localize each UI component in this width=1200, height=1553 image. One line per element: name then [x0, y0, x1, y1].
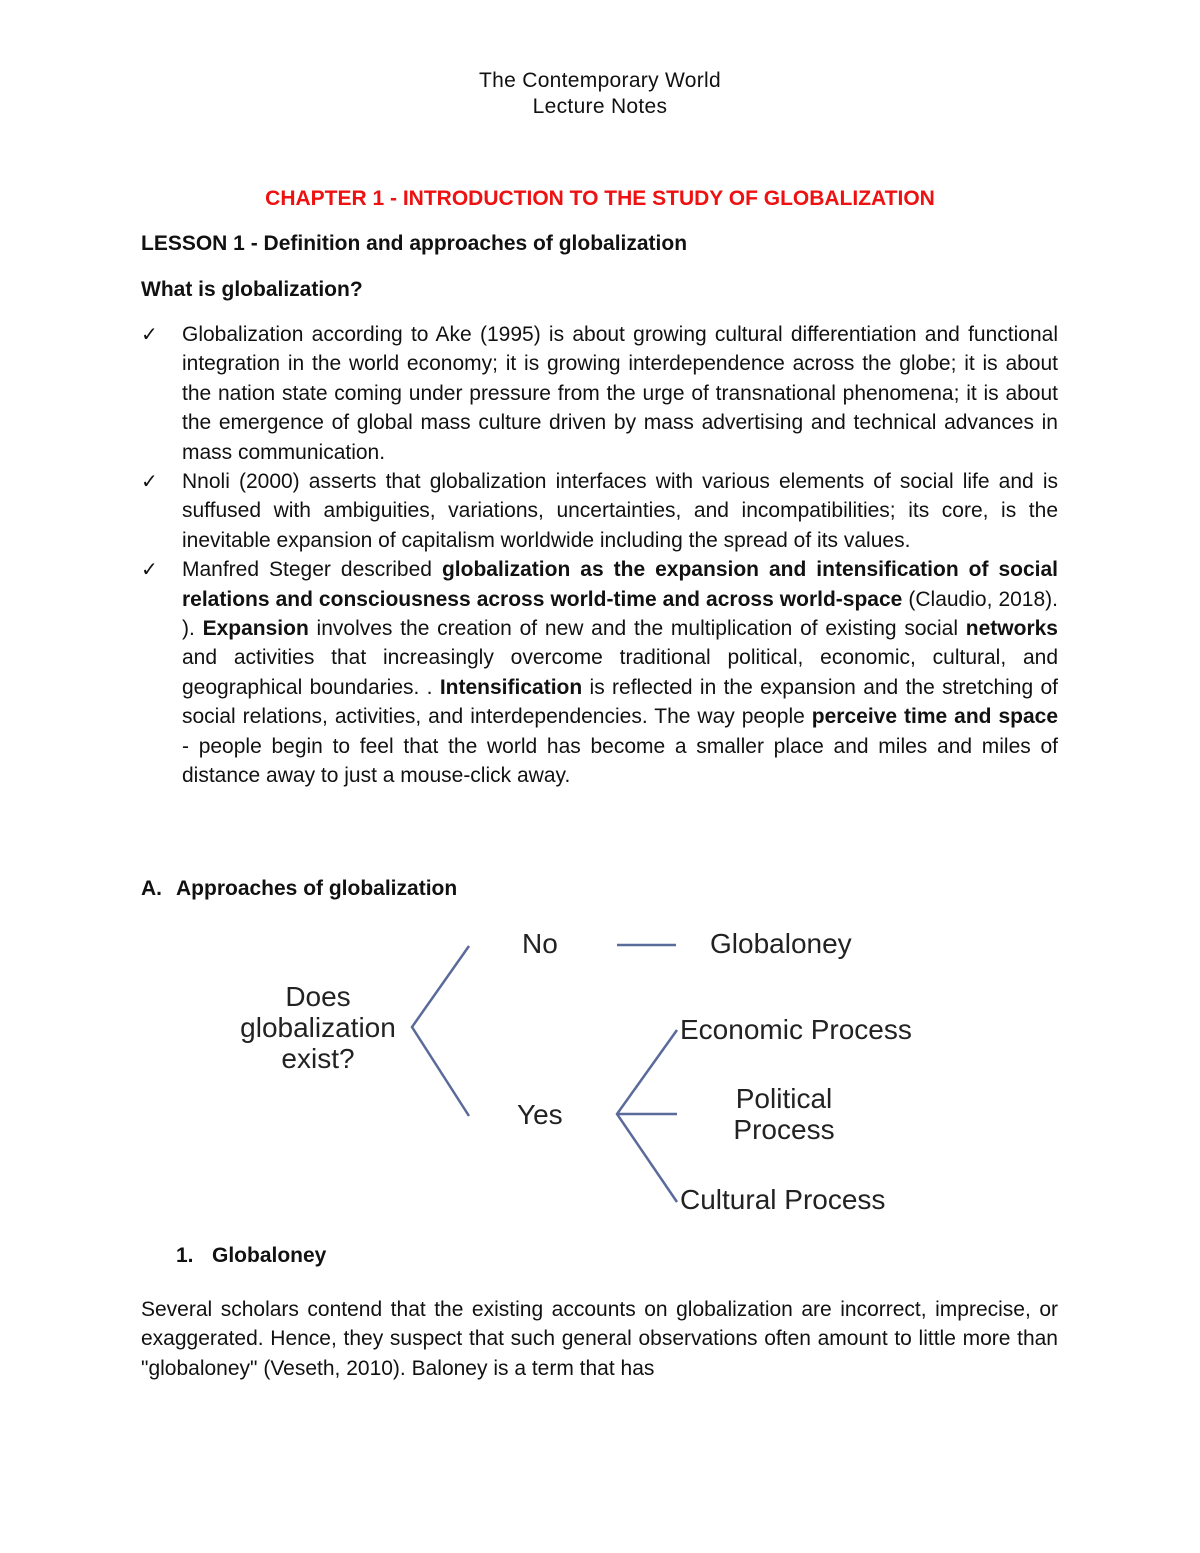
text-run: and activities that increasingly overcome traditional political, economic, cultural, and geographical boundaries. . — [182, 646, 1058, 699]
bold-run: networks — [965, 617, 1058, 641]
lesson-title: LESSON 1 - Definition and approaches of globalization — [141, 232, 688, 255]
chapter-title: CHAPTER 1 - INTRODUCTION TO THE STUDY OF GLOBALIZATION — [265, 187, 935, 210]
text-run: Manfred Steger described — [182, 558, 442, 582]
header-course-title: The Contemporary World — [479, 69, 721, 92]
text-run: is reflected in the expansion and the stretching of social relations, activities, and interdependencies. The way people — [182, 675, 1058, 729]
text-run: (Claudio, 2018). ). — [182, 587, 1058, 641]
bullet-text-nnoli: Nnoli (2000) asserts that globalization interfaces with various elements of social life and is suffused with ambiguities, variations, uncertainties, and incompatibilities; its core, is the inevitable expansion of capitalism worldwide including the spread of its values. — [182, 470, 1058, 552]
section-heading-what-is-globalization: What is globalization? — [141, 278, 363, 301]
political-line: Process — [733, 1114, 835, 1145]
diagram-question — [0, 981, 636, 1074]
list-item — [141, 320, 1058, 467]
definition-list — [141, 320, 1058, 791]
diagram-node-globaloney: Globaloney — [710, 928, 852, 959]
section-title: Approaches of globalization — [176, 877, 458, 900]
question-line: Does — [285, 981, 351, 1012]
bold-run: perceive time and space — [811, 705, 1058, 729]
bold-run: Expansion — [202, 617, 309, 641]
section-number: A. — [141, 877, 162, 900]
diagram-node-no: No — [522, 928, 558, 959]
bullet-text-steger — [182, 558, 1058, 787]
diagram-node-political-process — [684, 1083, 884, 1145]
list-item — [141, 555, 1058, 790]
text-run: - people begin to feel that the world has become a smaller place and miles and miles of distance away to just a mouse-click away. — [182, 734, 1058, 788]
subsection-heading-globaloney — [176, 1244, 326, 1268]
list-item — [141, 467, 1058, 555]
bold-run: globalization as the expansion and intensification of social relations and consciousness across world-time and across world-space — [182, 558, 1058, 611]
checkmark-icon: ✓ — [141, 469, 158, 494]
checkmark-icon: ✓ — [141, 322, 158, 346]
diagram-node-yes: Yes — [517, 1099, 563, 1130]
subsection-title: Globaloney — [212, 1244, 327, 1267]
bold-run: Intensification — [439, 675, 583, 699]
diagram-node-cultural-process: Cultural Process — [680, 1184, 886, 1215]
checkmark-icon: ✓ — [141, 557, 158, 582]
document-header — [0, 68, 1200, 120]
bullet-text-ake: Globalization according to Ake (1995) is about growing cultural differentiation and functional integration in the world economy; it is growing interdependence across the globe; it is about the nation state coming under pressure from the urge of transnational phenomena; it is about the emergence of global mass culture driven by mass advertising and technical advances in mass communication. — [182, 323, 1058, 464]
diagram-node-economic-process: Economic Process — [680, 1014, 912, 1045]
globaloney-paragraph: Several scholars contend that the existing accounts on globalization are incorrect, imprecise, or exaggerated. Hence, they suspect that such general observations often amount to little more than "globaloney" (Veseth, 2010). Baloney is a term that has — [141, 1298, 1058, 1380]
subsection-number: 1. — [176, 1244, 194, 1267]
text-run: involves the creation of new and the multiplication of existing social — [308, 617, 966, 641]
question-line: globalization — [240, 1012, 396, 1043]
header-subtitle: Lecture Notes — [532, 95, 668, 118]
question-line: exist? — [281, 1043, 355, 1074]
political-line: Political — [735, 1083, 833, 1114]
section-heading-approaches — [141, 877, 457, 901]
approaches-diagram — [0, 900, 1200, 1230]
